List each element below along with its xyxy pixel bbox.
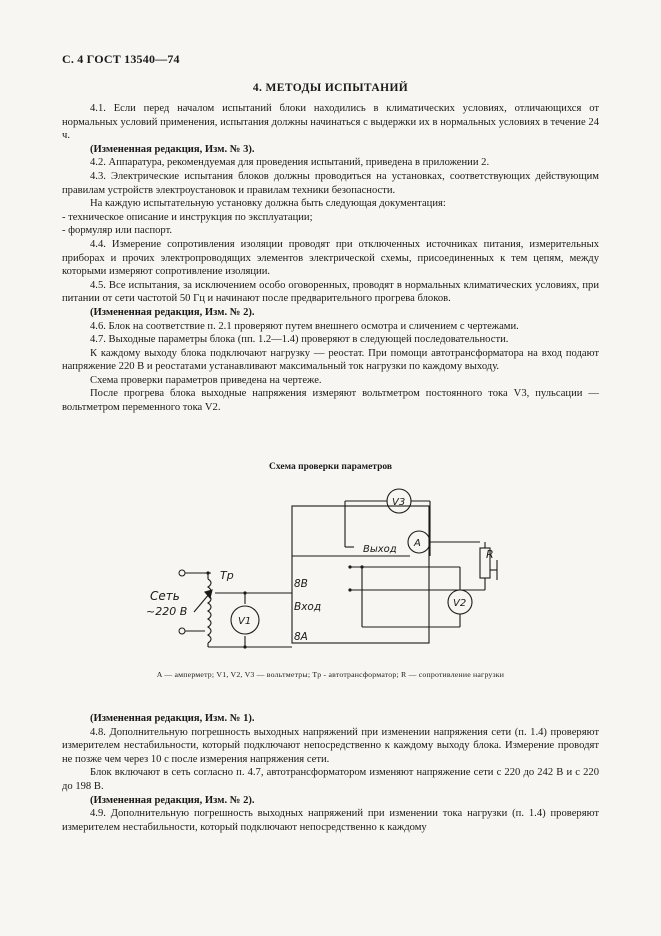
- edition-note: (Измененная редакция, Изм. № 2).: [90, 306, 255, 318]
- edition-note: (Измененная редакция, Изм. № 3).: [90, 143, 255, 155]
- paragraph-4-3: 4.3. Электрические испытания блоков должны проводиться на установках, соответствующих действующим правилам устройств электроустановок и правилам техники безопасности.: [62, 170, 599, 196]
- v1-label: V1: [238, 616, 252, 627]
- output-label: Выход: [363, 544, 397, 555]
- paragraph-4-7-measure: После прогрева блока выходные напряжения измеряют вольтметром постоянного тока V3, пульсации — вольтметром переменного тока V2.: [62, 388, 599, 414]
- list-item: - формуляр или паспорт.: [62, 225, 173, 237]
- list-item: - техническое описание и инструкция по эксплуатации;: [62, 211, 313, 223]
- paragraph-4-6: 4.6. Блок на соответствие п. 2.1 проверяют путем внешнего осмотра и сличением с чертежами.: [90, 320, 519, 332]
- v3-label: V3: [392, 497, 406, 508]
- net-voltage-label: ~220 В: [146, 605, 188, 618]
- r-label: R: [486, 548, 494, 561]
- terminal: [179, 628, 185, 634]
- body-text-bottom: [62, 712, 599, 834]
- paragraph-4-8-voltage: Блок включают в сеть согласно п. 4.7, автотрансформатором изменяют напряжение сети с 220 до 242 В и с 220 до 198 В.: [62, 767, 599, 792]
- terminal: [179, 570, 185, 576]
- v2-label: V2: [453, 598, 467, 609]
- figure-legend: A — амперметр; V1, V2, V3 — вольтметры; Tр - автотрансформатор; R — сопротивление нагрузки: [156, 670, 505, 679]
- a-label: A: [414, 538, 421, 549]
- page-header: С. 4 ГОСТ 13540—74: [62, 52, 180, 66]
- block-box: [292, 506, 429, 643]
- edition-note: (Измененная редакция, Изм. № 1).: [90, 713, 255, 724]
- edition-note: (Измененная редакция, Изм. № 2).: [90, 794, 255, 806]
- paragraph-4-3-docs: На каждую испытательную установку должна быть следующая документация:: [90, 198, 446, 210]
- paragraph-4-7: 4.7. Выходные параметры блока (пп. 1.2—1.4) проверяют в следующей последовательности.: [90, 334, 509, 346]
- transformer-coil: [208, 579, 211, 643]
- input-bottom-label: 8А: [294, 631, 308, 643]
- paragraph-4-9: 4.9. Дополнительную погрешность выходных напряжений при изменении тока нагрузки (п. 1.4) проверяют измерителем нестабильности, который подключают непосредственно к каждому: [62, 808, 599, 833]
- transformer-label: Тр: [220, 569, 234, 582]
- paragraph-4-1: 4.1. Если перед началом испытаний блоки находились в климатических условиях, отличающихся от нормальных условий применения, испытания должны начинаться с выдержки их в нормальных условиях в течение 24 ч.: [62, 103, 599, 142]
- input-label: Вход: [294, 601, 322, 613]
- slider-arrow: [205, 590, 212, 598]
- net-label: Сеть: [150, 589, 180, 603]
- paragraph-4-2: 4.2. Аппаратура, рекомендуемая для проведения испытаний, приведена в приложении 2.: [90, 157, 490, 169]
- paragraph-4-7-load: К каждому выходу блока подключают нагрузку — реостат. При помощи автотрансформатора на вход подают напряжение 220 В и реостатами устанавливают максимальный ток нагрузки по каждому выходу.: [62, 347, 599, 373]
- input-top-label: 8В: [294, 578, 308, 590]
- section-title: 4. МЕТОДЫ ИСПЫТАНИЙ: [252, 82, 409, 94]
- figure-title: Схема проверки параметров: [269, 462, 392, 472]
- paragraph-4-4: 4.4. Измерение сопротивления изоляции проводят при отключенных источниках питания, измерительных приборах и прочих электропроводящих элементов электрической схемы, присоединенных к тем цепям, между которыми измеряют сопротивление изоляции.: [62, 238, 599, 278]
- paragraph-4-5: 4.5. Все испытания, за исключением особо оговоренных, проводят в нормальных климатических условиях, при питании от сети частотой 50 Гц и начинают после предварительного прогрева блоков.: [62, 279, 599, 305]
- paragraph-4-7-scheme: Схема проверки параметров приведена на чертеже.: [90, 374, 322, 386]
- paragraph-4-8: 4.8. Дополнительную погрешность выходных напряжений при изменении напряжения сети (п. 1.4) проверяют измерителем нестабильности, который подключают непосредственно к каждому выходу блока. Измерение проводят не позже чем через 10 с после измерения напряжения сети.: [62, 726, 599, 765]
